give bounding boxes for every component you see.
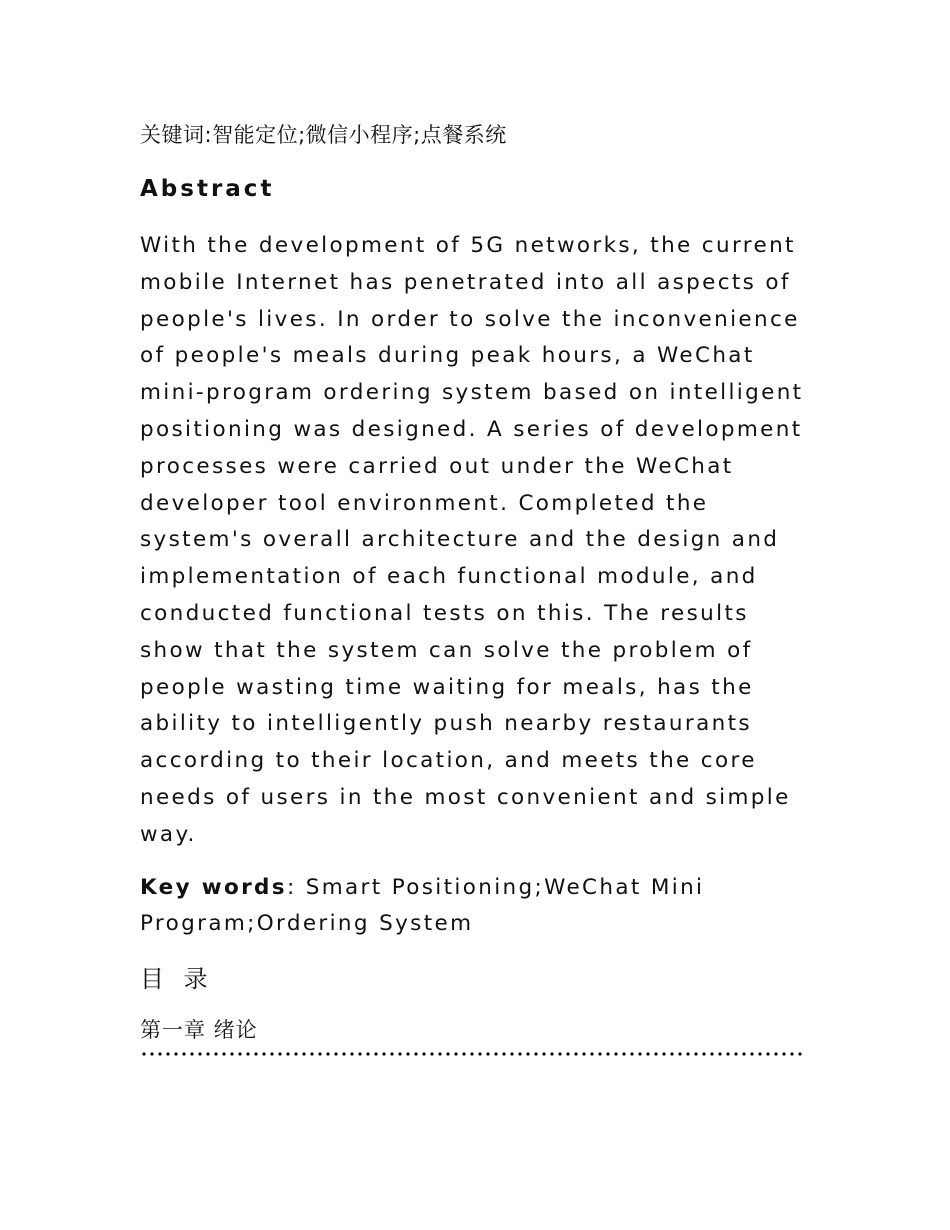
keywords-label: Key words (140, 874, 287, 900)
document-page (140, 120, 820, 1067)
keywords-separator: : (286, 874, 306, 900)
toc-dot-leader (140, 1049, 802, 1059)
toc-entry-label: 第一章 绪论 (140, 1018, 258, 1043)
english-keywords (140, 870, 780, 944)
abstract-body: With the development of 5G networks, the current mobile Internet has penetrated into all aspects of people's lives. In order to solve the inconvenience of people's meals during peak hours, a WeChat mini-program ordering system based on intelligent positioning was designed. A series of development processes were carried out under the WeChat developer tool environment. Completed the system's overall architecture and the design and implementation of each functional module, and conducted functional tests on this. The results show that the system can solve the problem of people wasting time waiting for meals, has the ability to intelligently push nearby restaurants according to their location, and meets the core needs of users in the most convenient and simple way. (140, 233, 804, 847)
toc-title: 目 录 (140, 965, 214, 994)
toc-entry (140, 1015, 820, 1059)
chinese-keywords: 关键词:智能定位;微信小程序;点餐系统 (140, 123, 507, 147)
abstract-heading: Abstract (140, 176, 275, 202)
keywords-value: Smart Positioning;WeChat Mini Program;Ordering System (140, 874, 705, 937)
